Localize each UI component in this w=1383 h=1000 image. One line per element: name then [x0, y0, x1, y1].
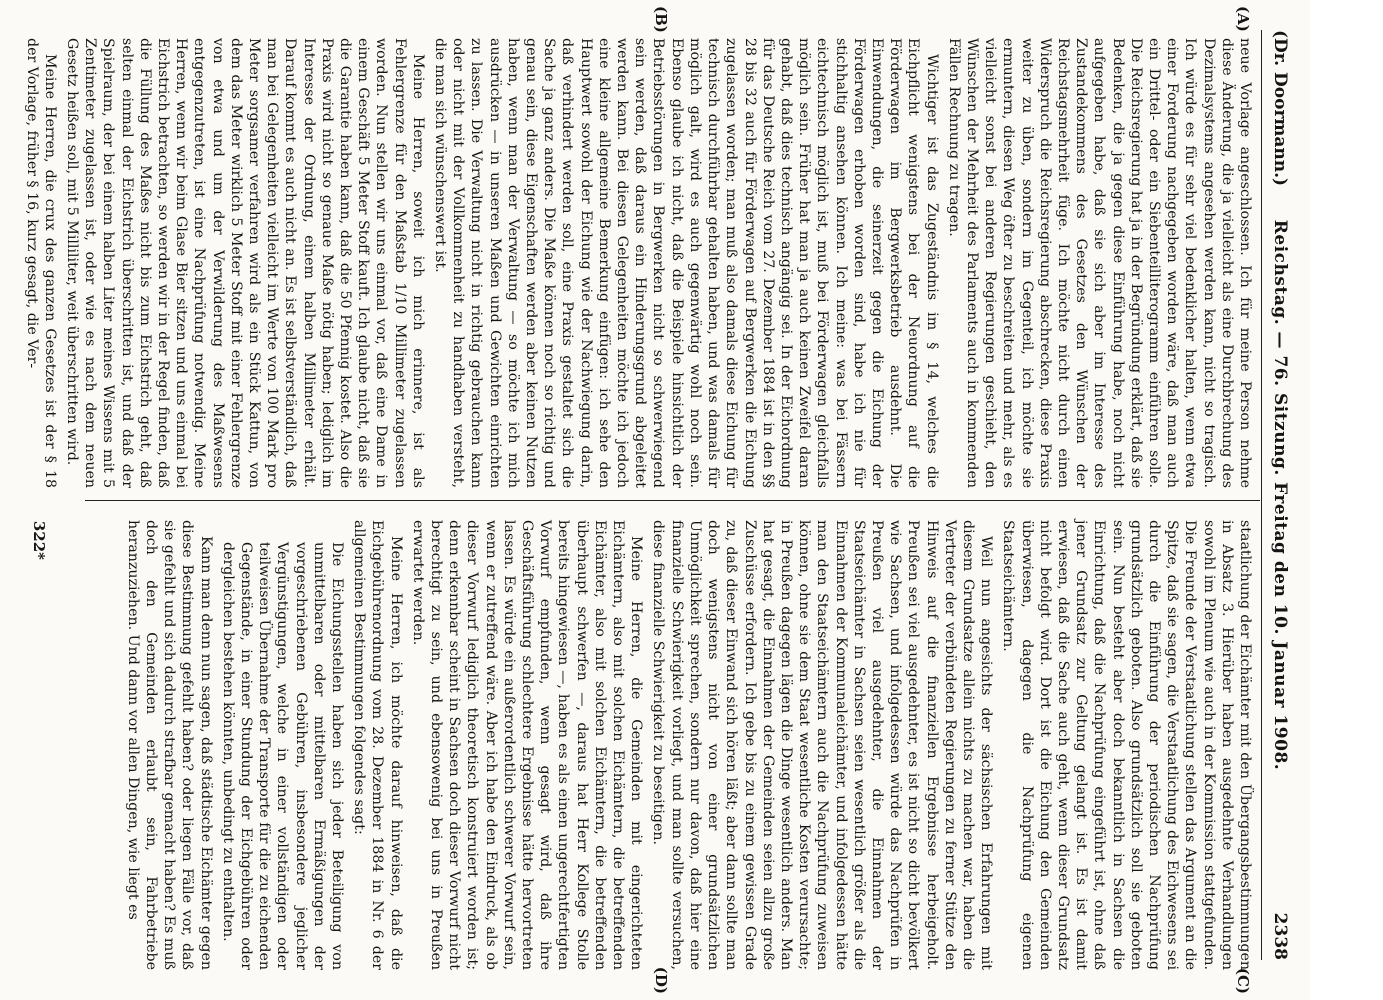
sheet-signature: 322*	[30, 520, 48, 560]
paragraph: Meine Herren, die Gemeinden mit eingerichteten Eichämtern, also mit solchen Eichämtern, die betreffenden Eichämter, also mit solchen Eichämtern, die betreffenden überhaupt schwerfen —, daraus hat Herr Kollege Stolle bereits hingewiesen —, haben es als einen ungerechtfertigten Vorwurf empfunden, wenn gesagt wird, daß ihre Geschäftsführung schlechtere Ergebnisse hätte hervortreten lassen. Es würde ein außerordentlich schwerer Vorwurf sein, wenn er zutreffend wäre. Aber ich habe den Eindruck, als ob dieser Vorwurf lediglich theoretisch konstruiert worden ist; denn erkennbar scheint in Sachsen doch dieser Vorwurf nicht berechtigt zu sein, und ebensowenig bei uns in Preußen erwartet werden.	[409, 520, 645, 970]
column-separator	[85, 500, 1260, 501]
left-column	[18, 38, 1254, 488]
page-header	[1262, 30, 1296, 960]
paragraph: staatlichung der Eichämter mit den Übergangsbestimmungen in Absatz 3. Hierüber haben ausgedehnte Verhandlungen sowohl im Plenum wie auch in der Kommission stattgefunden. Die Freunde der Verstaatlichung stellen das Argument an die Spitze, daß sie sagen, die Verstaatlichung des Eichwesens sei durch die Einführung der periodischen Nachprüfung grundsätzlich geboten. Also grundsätzlich soll sie geboten sein. Nun besteht aber doch bekanntlich in Sachsen die Einrichtung, daß die Nachprüfung eingeführt ist, ohne daß jener Grundsatz zur Geltung gelangt ist. Es ist damit erwiesen, daß die Sache auch geht, wenn dieser Grundsatz nicht befolgt wird. Dort ist die Eichung den Gemeinden überwiesen, dagegen die Nachprüfung eigenen Staatseichämtern.	[1000, 520, 1253, 970]
page-number: 2338	[1270, 912, 1290, 960]
speaker-name: (Dr. Doormann.)	[1270, 30, 1290, 187]
header-rule	[1261, 30, 1262, 960]
paragraph: neue Vorlage angeschlossen. Ich für meine Person nehme diese Änderung, die ja vielleicht als eine Durchbrechung des Dezimalsystems angesehen werden kann, nicht so tragisch. Ich würde es für sehr viel bedenklicher halten, wenn etwa einer Forderung nachgegeben worden wäre, daß man auch ein Drittel- oder ein Siebenteilliterogramm einführen solle. Die Reichsregierung hat ja in der Begründung erklärt, daß sie Bedenken, die ja gegen diese Einführung habe, noch nicht aufgegeben habe, daß sie sich aber im Interesse des Zustandekommens des Gesetzes den Wünschen der Reichstagsmehrheit füge. Ich möchte nicht durch einen Widerspruch die Reichsregierung abschrecken, diese Praxis weiter zu üben, sondern im Gegenteil, ich möchte sie ermuntern, diesen Weg öfter zu beschreiten und mehr, als es vielleicht sonst bei anderen Regierungen geschieht, den Wünschen der Mehrheit des Parlaments auch in kommenden Fällen Rechnung zu tragen.	[945, 38, 1253, 488]
right-column	[120, 520, 1254, 970]
margin-marker-a: (A)	[1234, 6, 1252, 32]
quoted-regulation: Die Eichungsstellen haben sich jeder Beteiligung von unmittelbaren oder mittelbaren Ermäßigungen der vorgeschriebenen Gebühren, insbesondere jeglicher Vergünstigungen, welche in einer vollständigen oder teilweisen Übernahme der Transporte für die zu eichenden Gegenstände, in einer Stundung der Eichgebühren oder dergleichen bestehen könnten, unbedingt zu enthalten.	[219, 542, 346, 970]
margin-marker-c: (C)	[1234, 967, 1252, 994]
paragraph: Kann man denn nun sagen, daß städtische Eichämter gegen diese Bestimmung gefehlt haben? oder liegen Fälle vor, daß sie gefehlt und sich dadurch strafbar gemacht haben? Es muß doch den Gemeinden erlaubt sein, Fahrbetriebe heranzuziehen. Und dann vor allen Dingen, wie liegt es	[124, 520, 214, 970]
paragraph: Meine Herren, die crux des ganzen Gesetzes ist der § 18 der Vorlage, früher § 16, kurz gesagt, die Ver-	[23, 38, 58, 488]
paragraph: Weil nun angesichts der sächsischen Erfahrungen mit diesem Grundsatze allein nichts zu machen war, haben die Vertreter der verbündeten Regierungen zu ferner Stütze den Hinweis auf die finanziellen Ergebnisse herbeigeholt. Preußen sei viel ausgedehnter, es ist nicht so dicht bevölkert wie Sachsen, und infolgedessen würde das Nachprüfen in Preußen viel ausgedehnter, die Einnahmen der Staatseichämter in Sachsen seien wesentlich größer als die Einnahmen der Kommunaleichämter, und infolgedessen hätte man den Staatseichämtern auch die Nachprüfung zuweisen können, ohne sie dem Staat wesentliche Kosten verursachte; in Preußen dagegen lägen die Dinge wesentlich anders. Man hat gesagt, die Einnahmen der Gemeinden seien allzu große Zuschüsse erfordern. Ich gebe bis zu einem gewissen Grade zu, daß dieser Einwand sich hören läßt; aber dann sollte man doch wenigstens nicht von einer grundsätzlichen Unmöglichkeit sprechen, sondern nur davon, daß hier eine finanzielle Schwierigkeit vorliegt, und man sollte versuchen, diese finanzielle Schwierigkeit zu beseitigen.	[650, 520, 995, 970]
page-title: Reichstag. — 76. Sitzung. Freitag den 10. Januar 1908.	[1270, 219, 1290, 771]
paragraph: Meine Herren, soweit ich mich erinnere, ist als Fehlergrenze für den Maßstab 1/10 Millimeter zugelassen worden. Nun stellen wir uns einmal vor, daß eine Dame in einem Geschäft 5 Meter Stoff kauft. Ich glaube nicht, daß sie die Garantie haben kann, daß die 50 Pfennig kostet. Also die Praxis wird nicht so genaue Maße nötig haben; lediglich im Interesse der Ordnung, einem halben Millimeter erhält. Darauf kommt es auch nicht an. Es ist selbstverständlich, daß man bei Gelegenheiten vielleicht im Werte von 100 Mark pro Meter sorgsamer verfahren wird als ein Stück Kattun, von dem das Meter wirklich 5 Meter Stoff mit einer Fehlergrenze von etwa und um der Verwilderung des Maßwesens entgegenzutreten, ist eine Nachprüfung notwendig. Meine Herren, wenn wir beim Glase Bier sitzen und uns einmal bei Eichstrich betrachten, so werden wir in der Regel finden, daß die Füllung des Maßes nicht bis zum Eichstrich geht, daß selten einmal der Eichstrich überschritten ist, und daß der Spielraum, der bei einem halben Liter meines Wissens mit 5 Zentimeter zugelassen ist, oder wie es nach dem neuen Gesetz heißen soll, mit 5 Milliliter, weit überschritten wird.	[64, 38, 426, 488]
paragraph: Wichtiger ist das Zugeständnis im § 14, welches die Eichpflicht wenigstens bei der Neuordnung auf die Förderwagen im Bergwerksbetrieb ausdehnt. Die Einwendungen, die seinerzeit gegen die Eichung der Förderwagen erhoben worden sind, habe ich nie für stichhaltig ansehen können. Ich meine: was bei Fässern eichtechnisch möglich ist, muß bei Förderwagen gleichfalls möglich sein. Früher hat man ja auch keinen Zweifel daran gehabt, daß dies technisch angängig sei. In der Eichordnung für das Deutsche Reich vom 27. Dezember 1884 ist in den §§ 28 bis 32 auch für Förderwagen auf Bergwerken die Eichung zugelassen worden; man muß also damals diese Eichung für technisch durchführbar gehalten haben, und was damals für möglich galt, wird es auch gegenwärtig wohl noch sein. Ebenso glaube ich nicht, daß die Beispiele hinsichtlich der Betriebsstörungen in Bergwerken nicht so schwerwiegend sein werden, daß daraus ein Hinderungsgrund abgeleitet werden kann. Bei diesen Gelegenheiten möchte ich jedoch eine kleine allgemeine Bemerkung einfügen: ich sehe den Hauptwert sowohl der Eichung wie der Nachwiegung darin, daß verhindert werden soll, eine Praxis gestaltet sich die Sache ja ganz anders. Die Maße können noch so richtig und genau sein, diese Eigenschaften werden aber keinen Nutzen haben, wenn man der Verwaltung — so möchte ich mich ausdrücken — in unseren Maßen und Gewichten einrichten zu lassen. Die Verwaltung nicht in richtig gebrauchen kann oder nicht mit der Vollkommenheit zu handhaben versteht, die man sich wünschenswert ist.	[432, 38, 940, 488]
margin-marker-d: (D)	[652, 966, 670, 994]
margin-marker-b: (B)	[652, 6, 670, 33]
paragraph: Meine Herren, ich möchte darauf hinweisen, daß die Eichgebührenordnung vom 28. Dezember 1884 in Nr. 6 der allgemeinen Bestimmungen folgendes sagt:	[351, 520, 404, 970]
